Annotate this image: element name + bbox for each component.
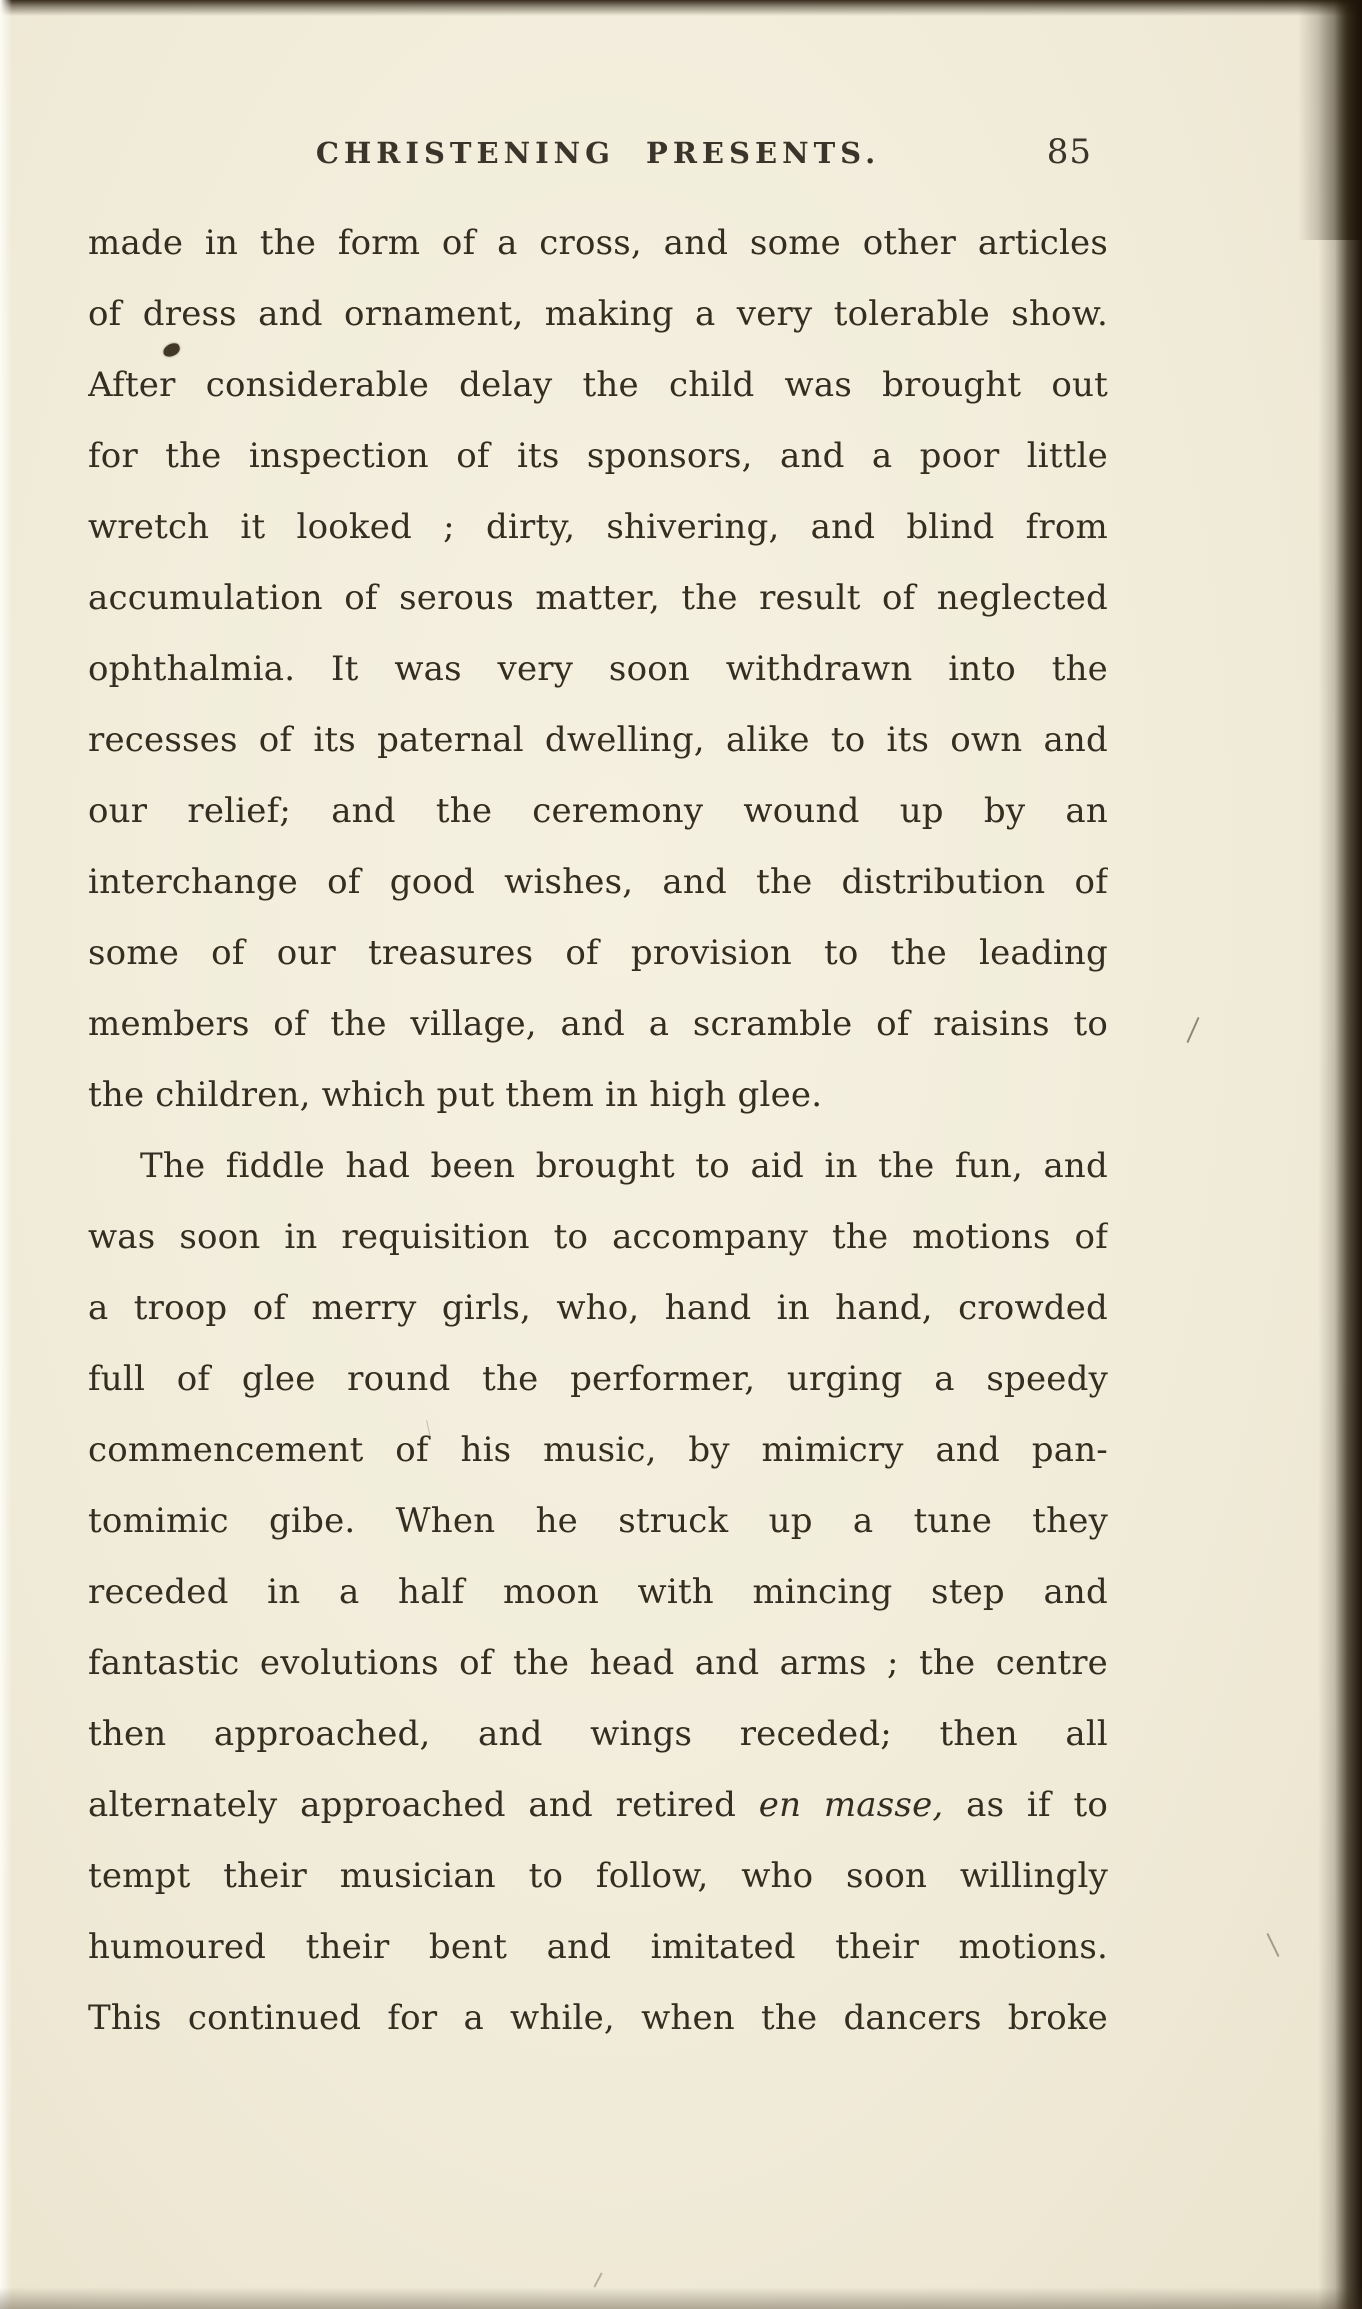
text-segment: alternately approached and retired [88, 1785, 759, 1825]
text-segment: our relief; and the ceremony wound up by an [88, 791, 1108, 831]
text-line [88, 1841, 1108, 1912]
page-number: 85 [1046, 132, 1092, 172]
text-line [88, 1060, 1108, 1131]
scan-edge-bottom [0, 2287, 1362, 2309]
text-line [88, 1557, 1108, 1628]
pencil-mark-lower-right [1266, 1933, 1279, 1957]
text-segment: for the inspection of its sponsors, and a poor little [88, 436, 1108, 476]
text-line [88, 705, 1108, 776]
text-segment: the children, which put them in high glee. [88, 1075, 823, 1115]
text-segment: tempt their musician to follow, who soon willingly [88, 1856, 1108, 1896]
text-segment: en masse, [758, 1785, 944, 1825]
text-segment: accumulation of serous matter, the result of neglected [88, 578, 1108, 618]
text-line [88, 1486, 1108, 1557]
text-segment: receded in a half moon with mincing step and [88, 1572, 1108, 1612]
text-segment: commencement of his music, by mimicry and pan- [88, 1430, 1108, 1470]
text-segment: The fiddle had been brought to aid in the fun, and [140, 1146, 1108, 1186]
text-line [88, 421, 1108, 492]
pencil-mark-right-margin [1186, 1017, 1199, 1043]
text-line [88, 989, 1108, 1060]
text-segment: some of our treasures of provision to the leading [88, 933, 1108, 973]
text-segment: members of the village, and a scramble of raisins to [88, 1004, 1108, 1044]
scan-edge-top [0, 0, 1362, 16]
text-segment: a troop of merry girls, who, hand in hand, crowded [88, 1288, 1108, 1328]
text-line [88, 1202, 1108, 1273]
text-line [88, 1415, 1108, 1486]
text-segment: This continued for a while, when the dancers broke [88, 1998, 1108, 2038]
text-segment: tomimic gibe. When he struck up a tune they [88, 1501, 1108, 1541]
text-line [88, 1770, 1108, 1841]
text-line [88, 1983, 1108, 2054]
text-line [88, 492, 1108, 563]
text-line [88, 279, 1108, 350]
text-segment: as if to [943, 1785, 1108, 1825]
text-segment: made in the form of a cross, and some other articles [88, 223, 1108, 263]
text-line [88, 1344, 1108, 1415]
text-segment: humoured their bent and imitated their motions. [88, 1927, 1108, 1967]
text-line [88, 350, 1108, 421]
text-segment: recesses of its paternal dwelling, alike to its own and [88, 720, 1108, 760]
text-segment: ophthalmia. It was very soon withdrawn into the [88, 649, 1108, 689]
text-line [88, 208, 1108, 279]
text-segment: After considerable delay the child was brought out [88, 365, 1108, 405]
text-segment: then approached, and wings receded; then all [88, 1714, 1108, 1754]
text-segment: full of glee round the performer, urging a speedy [88, 1359, 1108, 1399]
text-line [88, 634, 1108, 705]
scan-edge-right [1318, 0, 1362, 2309]
page-header [88, 132, 1108, 186]
text-line [88, 1912, 1108, 1983]
faint-bottom-mark [593, 2272, 602, 2287]
text-segment: of dress and ornament, making a very tolerable show. [88, 294, 1108, 334]
text-segment: wretch it looked ; dirty, shivering, and blind from [88, 507, 1108, 547]
text-segment: was soon in requisition to accompany the motions of [88, 1217, 1108, 1257]
text-line [88, 918, 1108, 989]
scan-edge-left [0, 0, 12, 2309]
text-line [88, 1273, 1108, 1344]
text-line [88, 847, 1108, 918]
text-segment: interchange of good wishes, and the distribution of [88, 862, 1108, 902]
scan-edge-right-top [1298, 0, 1362, 240]
text-line [88, 1699, 1108, 1770]
text-line [88, 563, 1108, 634]
text-line [88, 1628, 1108, 1699]
page-body [88, 208, 1108, 2054]
text-segment: fantastic evolutions of the head and arms ; the centre [88, 1643, 1108, 1683]
text-line [88, 776, 1108, 847]
running-title: CHRISTENING PRESENTS. [315, 136, 881, 170]
text-line [88, 1131, 1108, 1202]
